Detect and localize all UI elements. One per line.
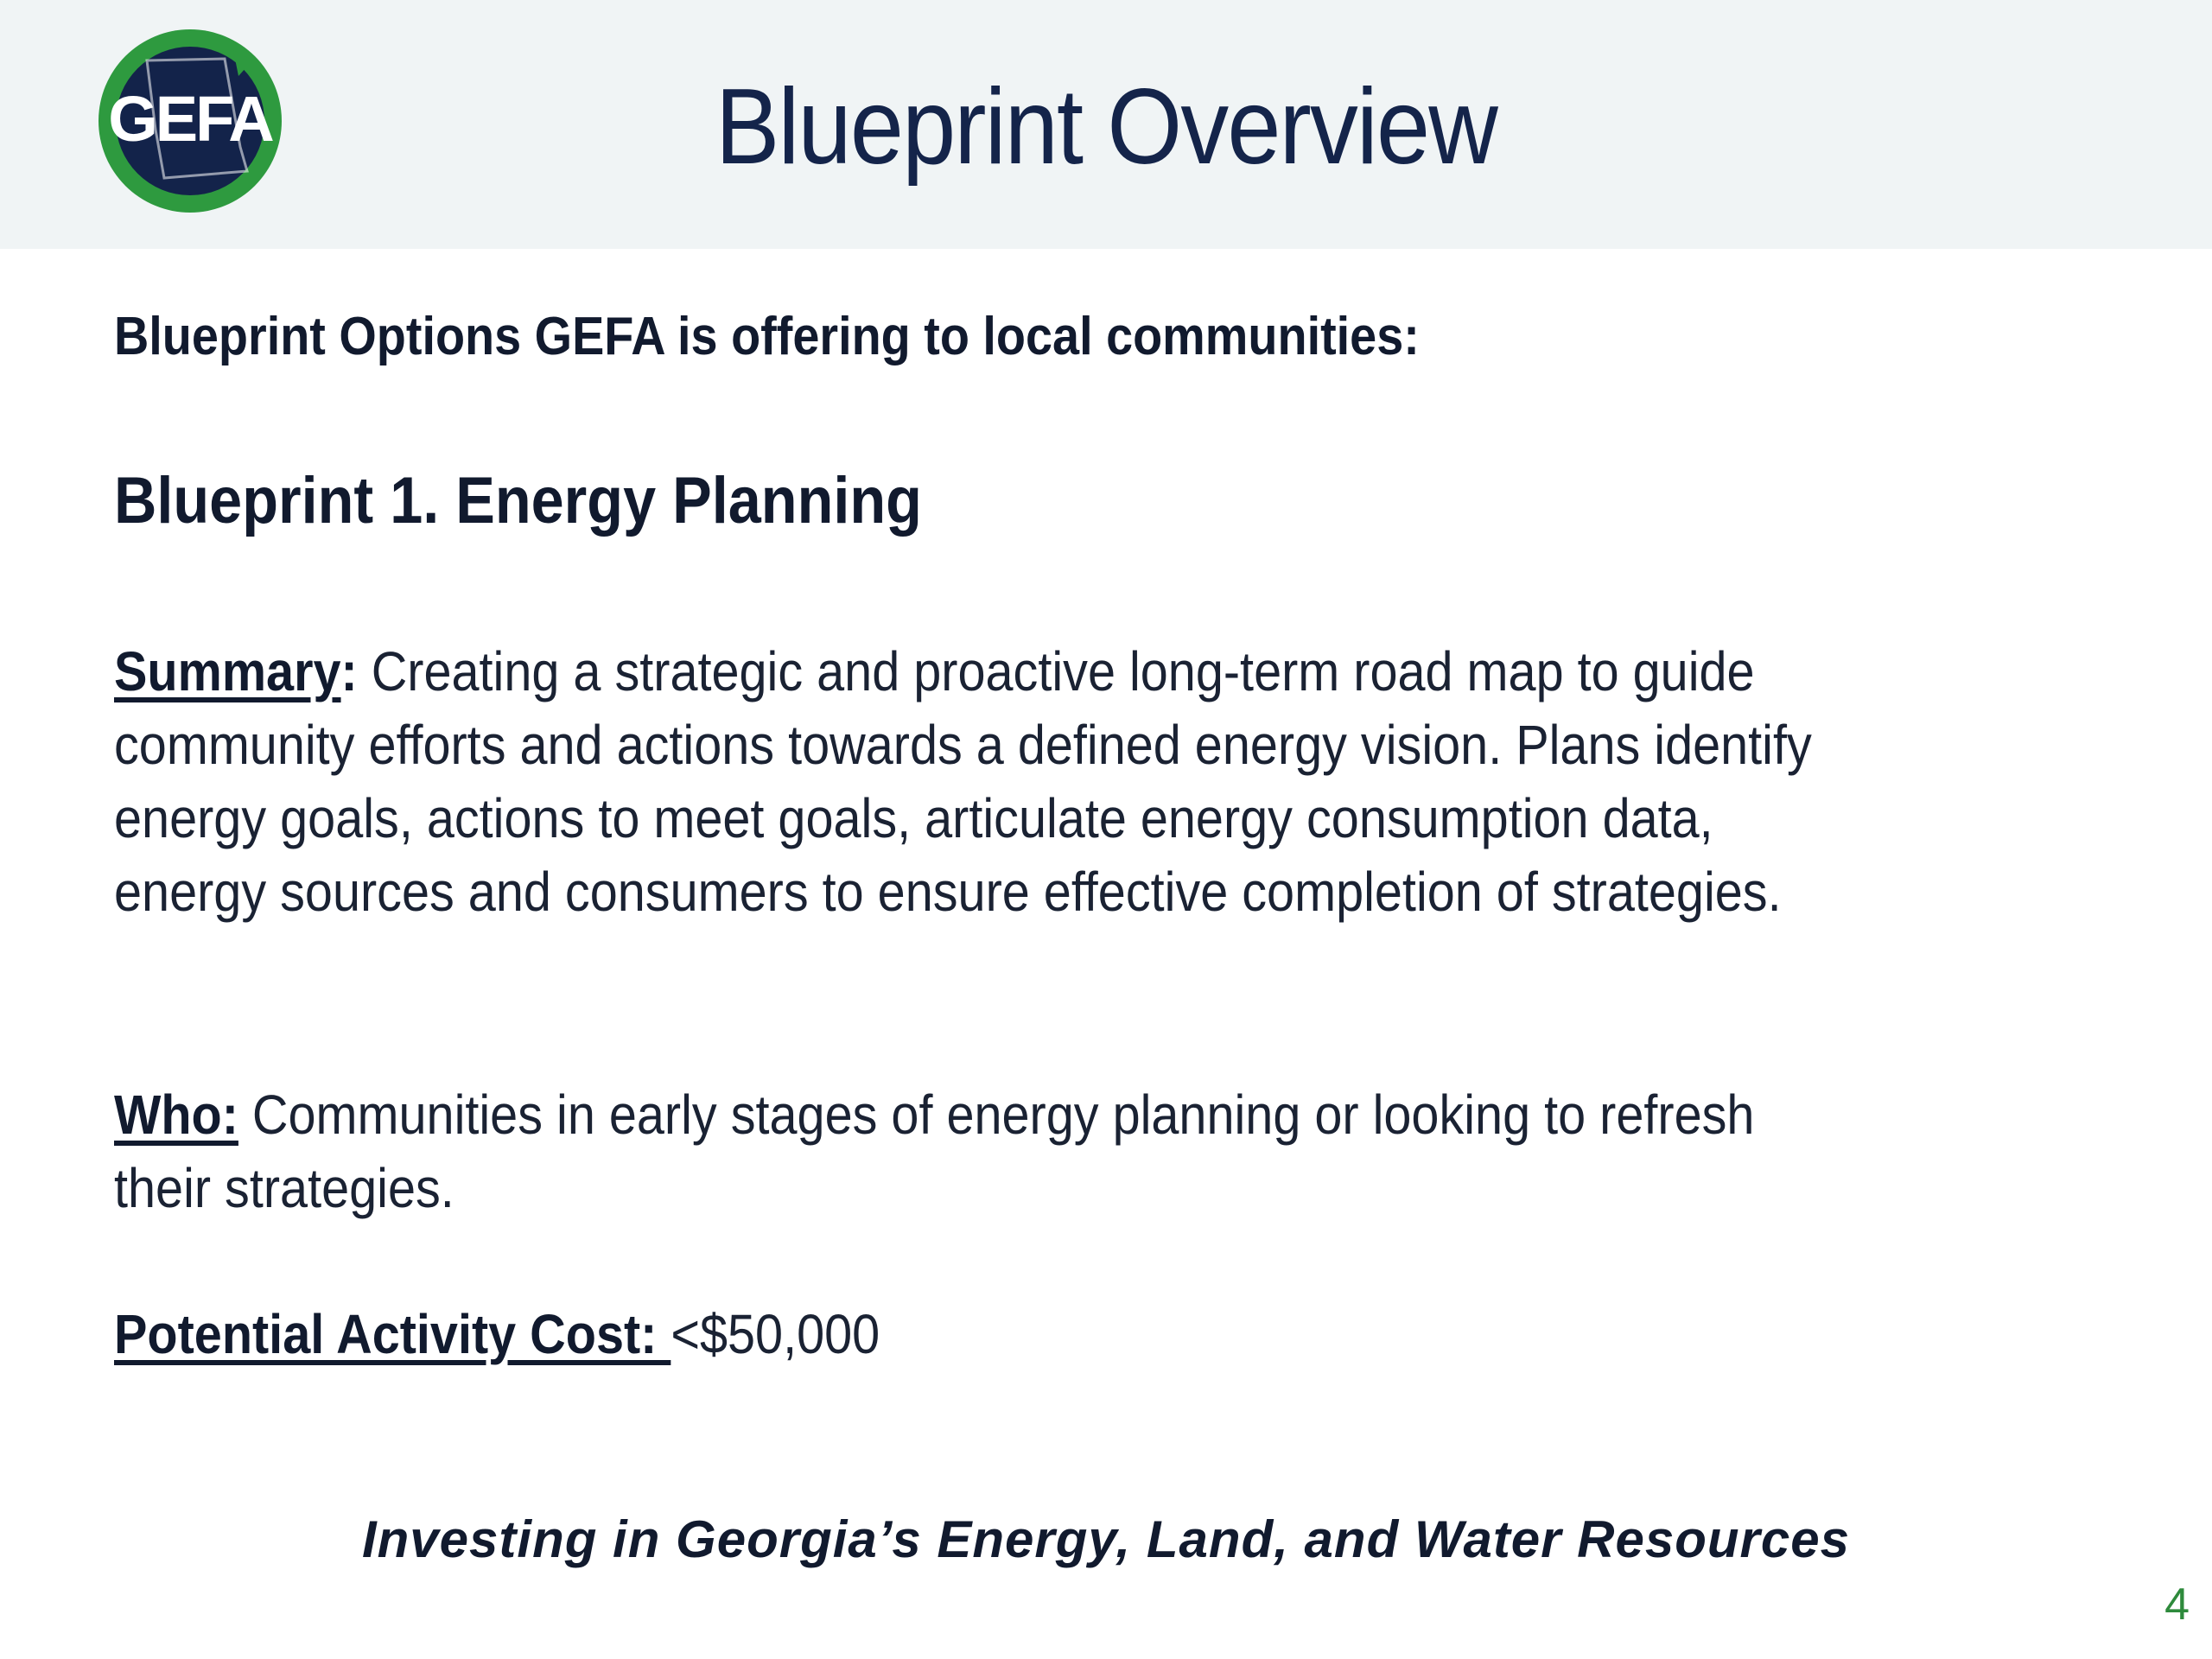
blueprint-heading: Blueprint 1. Energy Planning	[114, 464, 922, 537]
header-band	[0, 0, 2212, 249]
who-text: Communities in early stages of energy planning or looking to refresh their strategies.	[114, 1084, 1755, 1219]
summary-label: Summary	[114, 640, 341, 702]
slide-body	[114, 302, 1842, 1365]
intro-heading: Blueprint Options GEFA is offering to local communities:	[114, 307, 1420, 366]
summary-text: Creating a strategic and proactive long-term road map to guide community efforts and actions towards a defined energy vision. Plans identify energy goals, actions to meet goals, articulate energy consumption data, energy sources and consumers to ensure effective completion of strategies.	[114, 640, 1812, 923]
page-number: 4	[2164, 1580, 2190, 1630]
cost-label: Potential Activity Cost:	[114, 1303, 671, 1365]
page-title: Blueprint Overview	[715, 67, 1497, 187]
summary-paragraph: Summary: Creating a strategic and proactive long-term road map to guide community efforts and actions towards a defined energy vision. Plans identify energy goals, actions to meet goals, articulate energy consumption data, energy sources and consumers to ensure effective completion of strategies.	[114, 640, 1812, 923]
cost-value: <$50,000	[671, 1303, 880, 1365]
cost-paragraph	[114, 1298, 1825, 1371]
footer-tagline: Investing in Georgia’s Energy, Land, and Water Resources	[361, 1510, 1851, 1568]
who-paragraph	[114, 1078, 1825, 1225]
who-label: Who:	[114, 1084, 238, 1146]
logo-wordmark: GEFA	[108, 83, 272, 155]
